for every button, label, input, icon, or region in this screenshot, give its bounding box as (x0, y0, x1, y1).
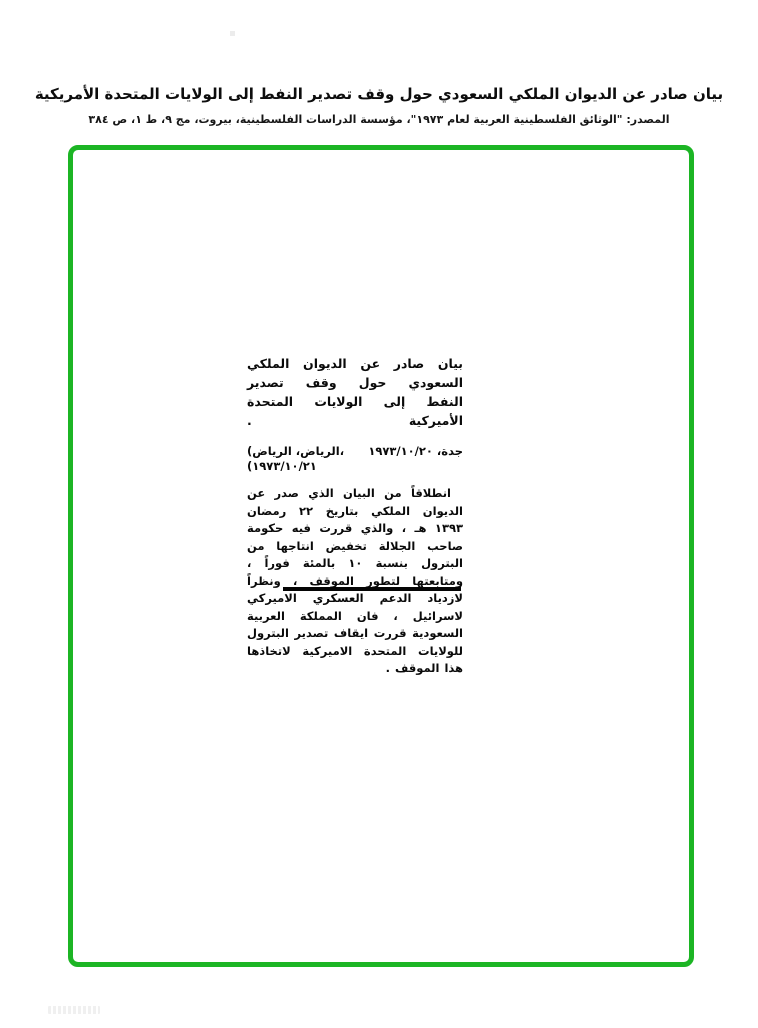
document-title-line2: النفط إلى الولايات المتحدة الأميركية . (247, 394, 463, 428)
faint-print-artifact (48, 1006, 100, 1014)
page-header-source-citation: المصدر: "الوثائق الفلسطينية العربية لعام ١٩٧٣"، مؤسسة الدراسات الفلسطينية، بيروت، مج ٩، ط ١، ص ٣٨٤ (88, 113, 670, 126)
dateline-place-date: جدة، ١٩٧٣/١٠/٢٠ (368, 444, 463, 458)
dateline-citation-line1: (الرياض، الرياض، (247, 444, 345, 458)
scan-speck-artifact (230, 31, 235, 36)
document-title (247, 354, 463, 430)
scanned-document-text (247, 354, 463, 678)
page-header-title: بيان صادر عن الديوان الملكي السعودي حول وقف تصدير النفط إلى الولايات المتحدة الأمريكية (34, 85, 724, 103)
document-body-paragraph: انطلاقاً من البيان الذي صدر عن الديوان الملكي بتاريخ ٢٢ رمضان ١٣٩٣ هـ ، والذي قررت فيه حكومة صاحب الجلالة تخفيض انتاجها من البترول بنسبة ١٠ بالمئة فوراً ، ومتابعتها لتطور الموقف ، ونظراً لازدياد الدعم العسكري الاميركي لاسرائيل ، فان المملكة العربية السعودية قررت ايقاف تصدير البترول للولايات المتحدة الاميركية لاتخاذها هذا الموقف . (247, 486, 464, 675)
document-title-line1: بيان صادر عن الديوان الملكي السعودي حول وقف تصدير (247, 356, 463, 390)
document-dateline (247, 444, 463, 474)
end-rule-divider (283, 587, 461, 591)
dateline-citation-line2: (١٩٧٣/١٠/٢١ (247, 459, 317, 473)
dateline-citation (247, 444, 344, 474)
